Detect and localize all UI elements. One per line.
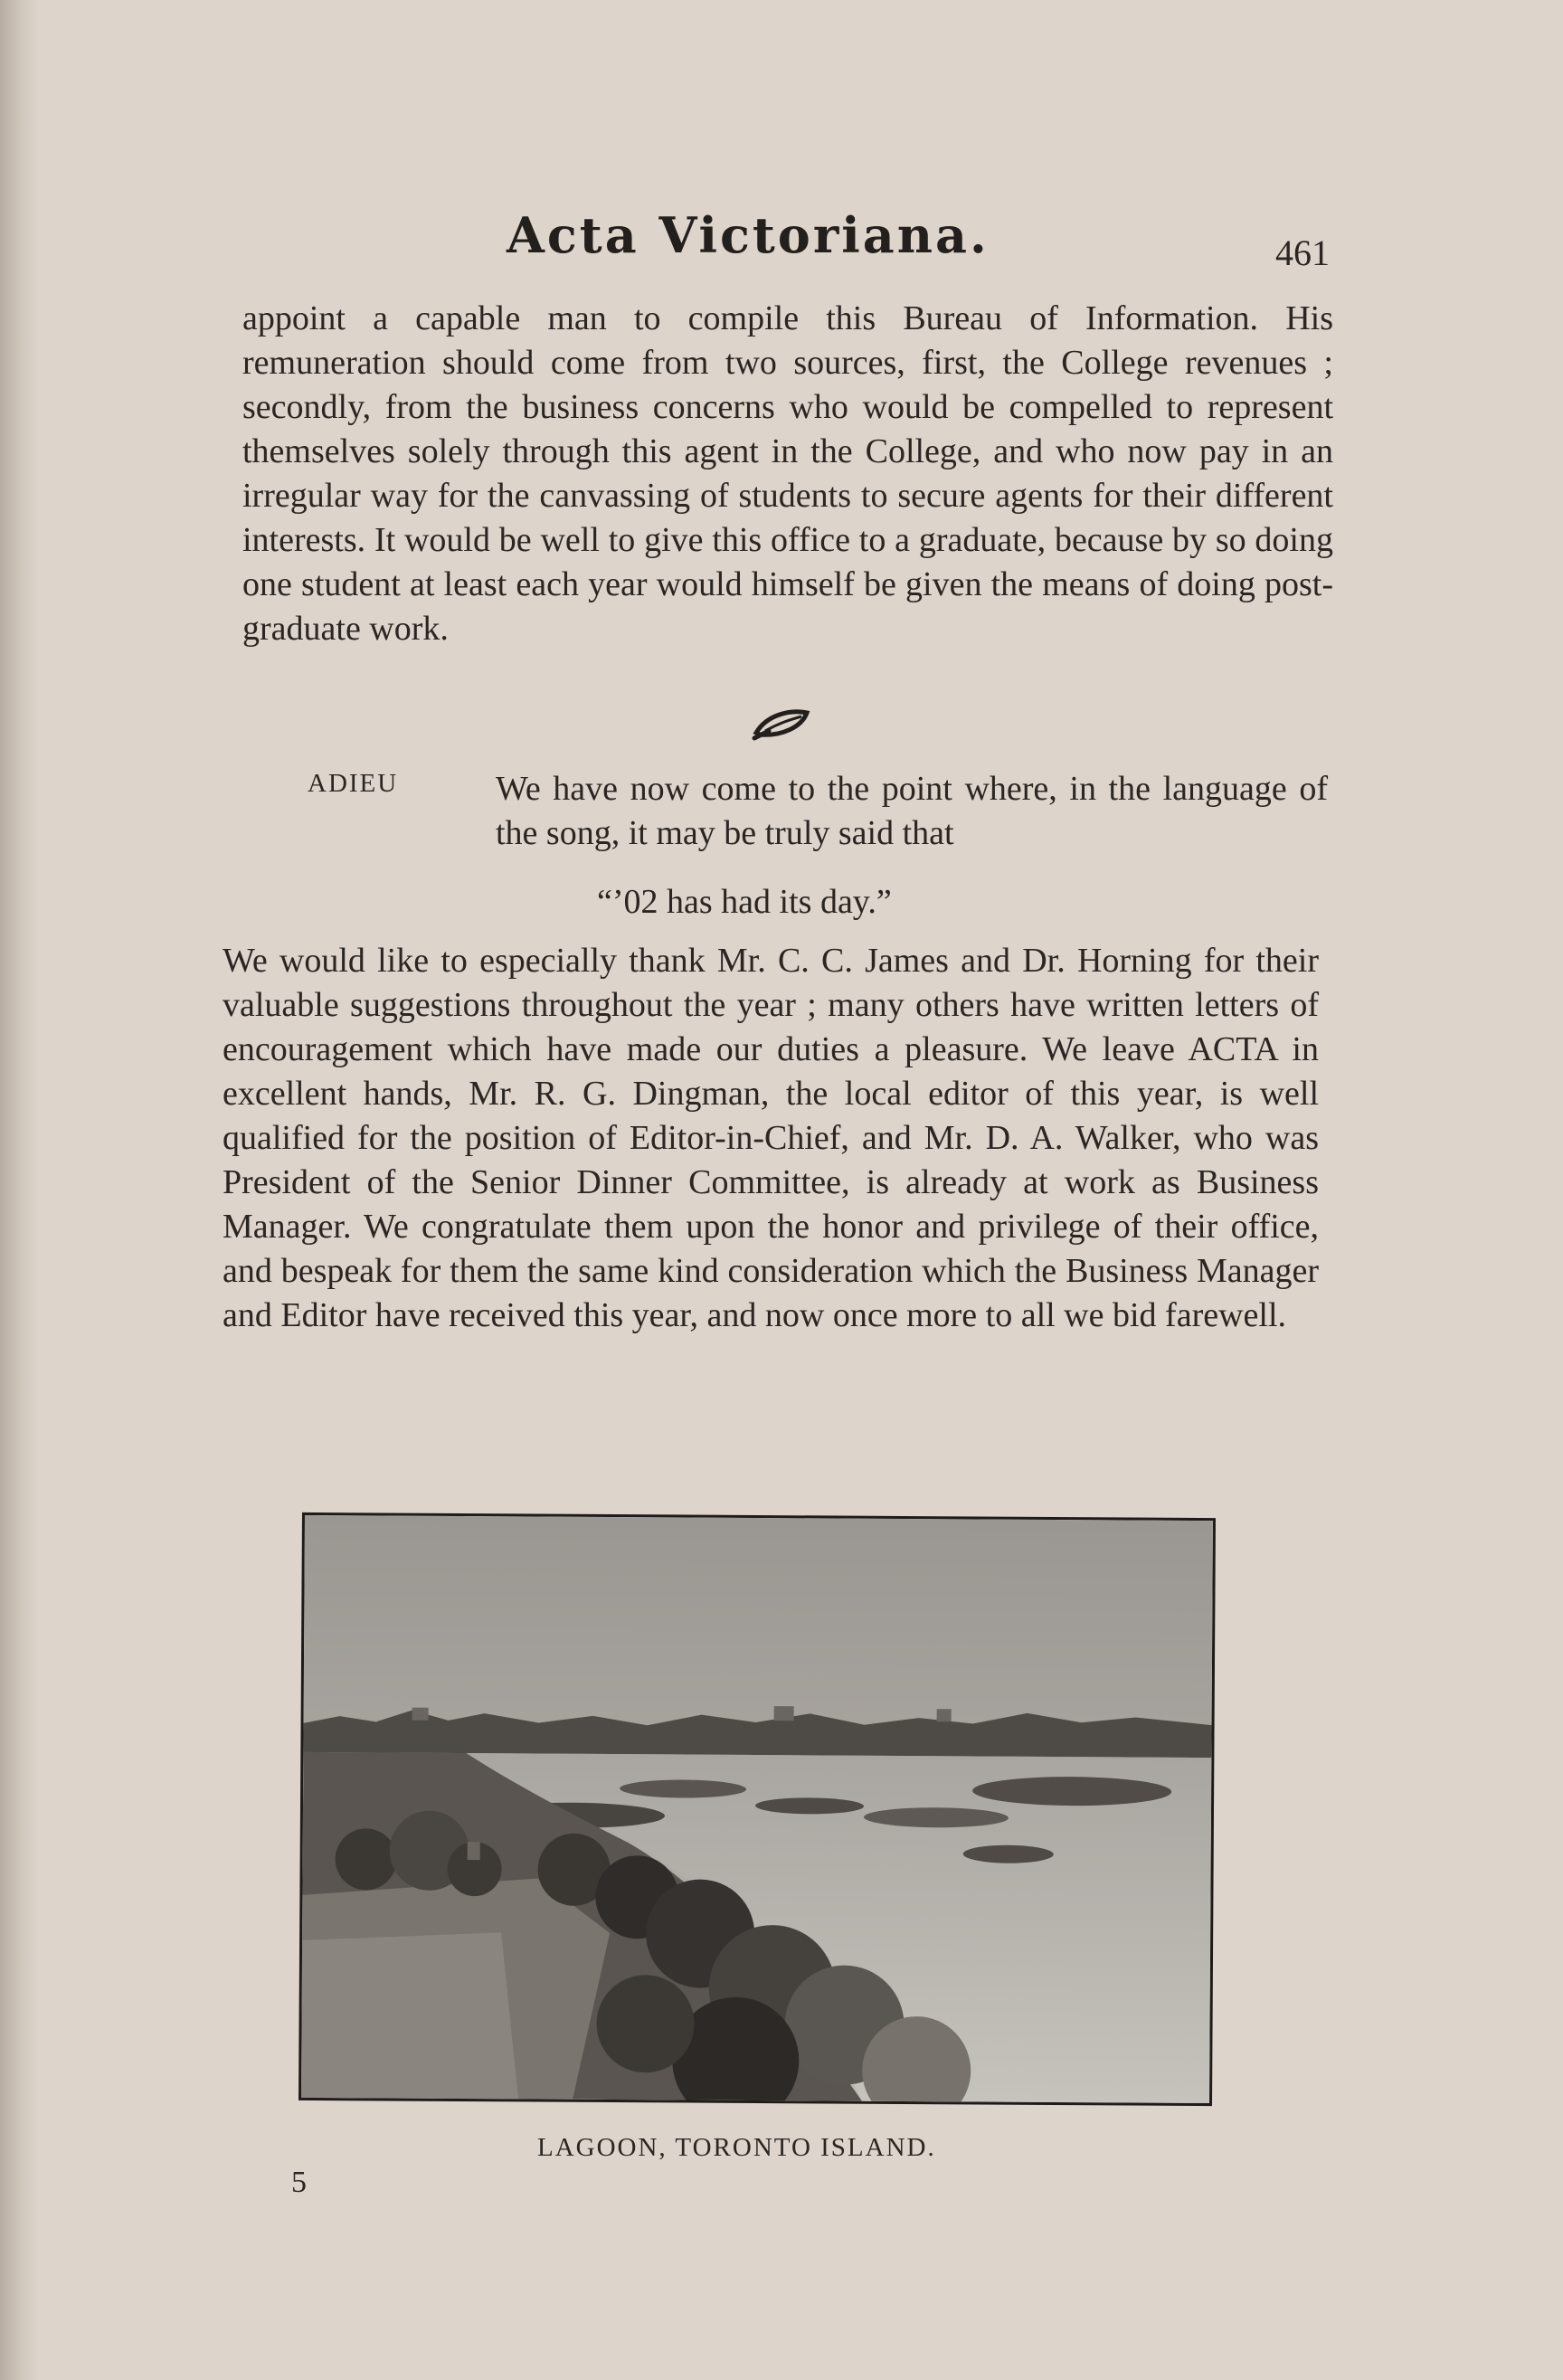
signature-folio-number: 5 [291,2166,307,2199]
page-number: 461 [1275,232,1330,273]
running-head-title: Acta Victoriana. [507,206,990,264]
page-spine-shadow [0,0,38,2380]
paragraph-farewell: We would like to especially thank Mr. C. C. James and Dr. Horning for their valuable suggestions throughout the year ; many others have written letters of encouragement which have made our duties a pleasure. We leave ACTA in excellent hands, Mr. R. G. Dingman, the local editor of this year, is well qualified for the position of Editor-in-Chief, and Mr. D. A. Walker, who was President of the Senior Dinner Committee, is already at work as Business Manager. We congratulate them upon the honor and privilege of their office, and bespeak for them the same kind consideration which the Business Manager and Editor have received this year, and now once more to all we bid farewell. [223,942,1319,1334]
song-quote: “’02 has had its day.” [597,883,892,921]
lagoon-landscape-image [301,1515,1213,2103]
lagoon-photograph [298,1512,1216,2106]
section-label-adieu: ADIEU [308,769,399,798]
paragraph-bureau: appoint a capable man to compile this Bureau of Information. His remuneration should come from two sources, first, the College revenues ; secondly, from the business concerns who would be compelled to represent themselves solely through this agent in the College, and who now pay in an irregular way for the canvassing of students to secure agents for their different interests. It would be well to give this office to a graduate, because by so doing one student at least each year would himself be given the means of doing post-graduate work. [242,299,1333,648]
photo-caption: LAGOON, TORONTO ISLAND. [537,2133,936,2162]
paragraph-adieu-intro: We have now come to the point where, in the language of the song, it may be truly said that [496,770,1328,852]
leaf-ornament-icon [751,706,814,742]
